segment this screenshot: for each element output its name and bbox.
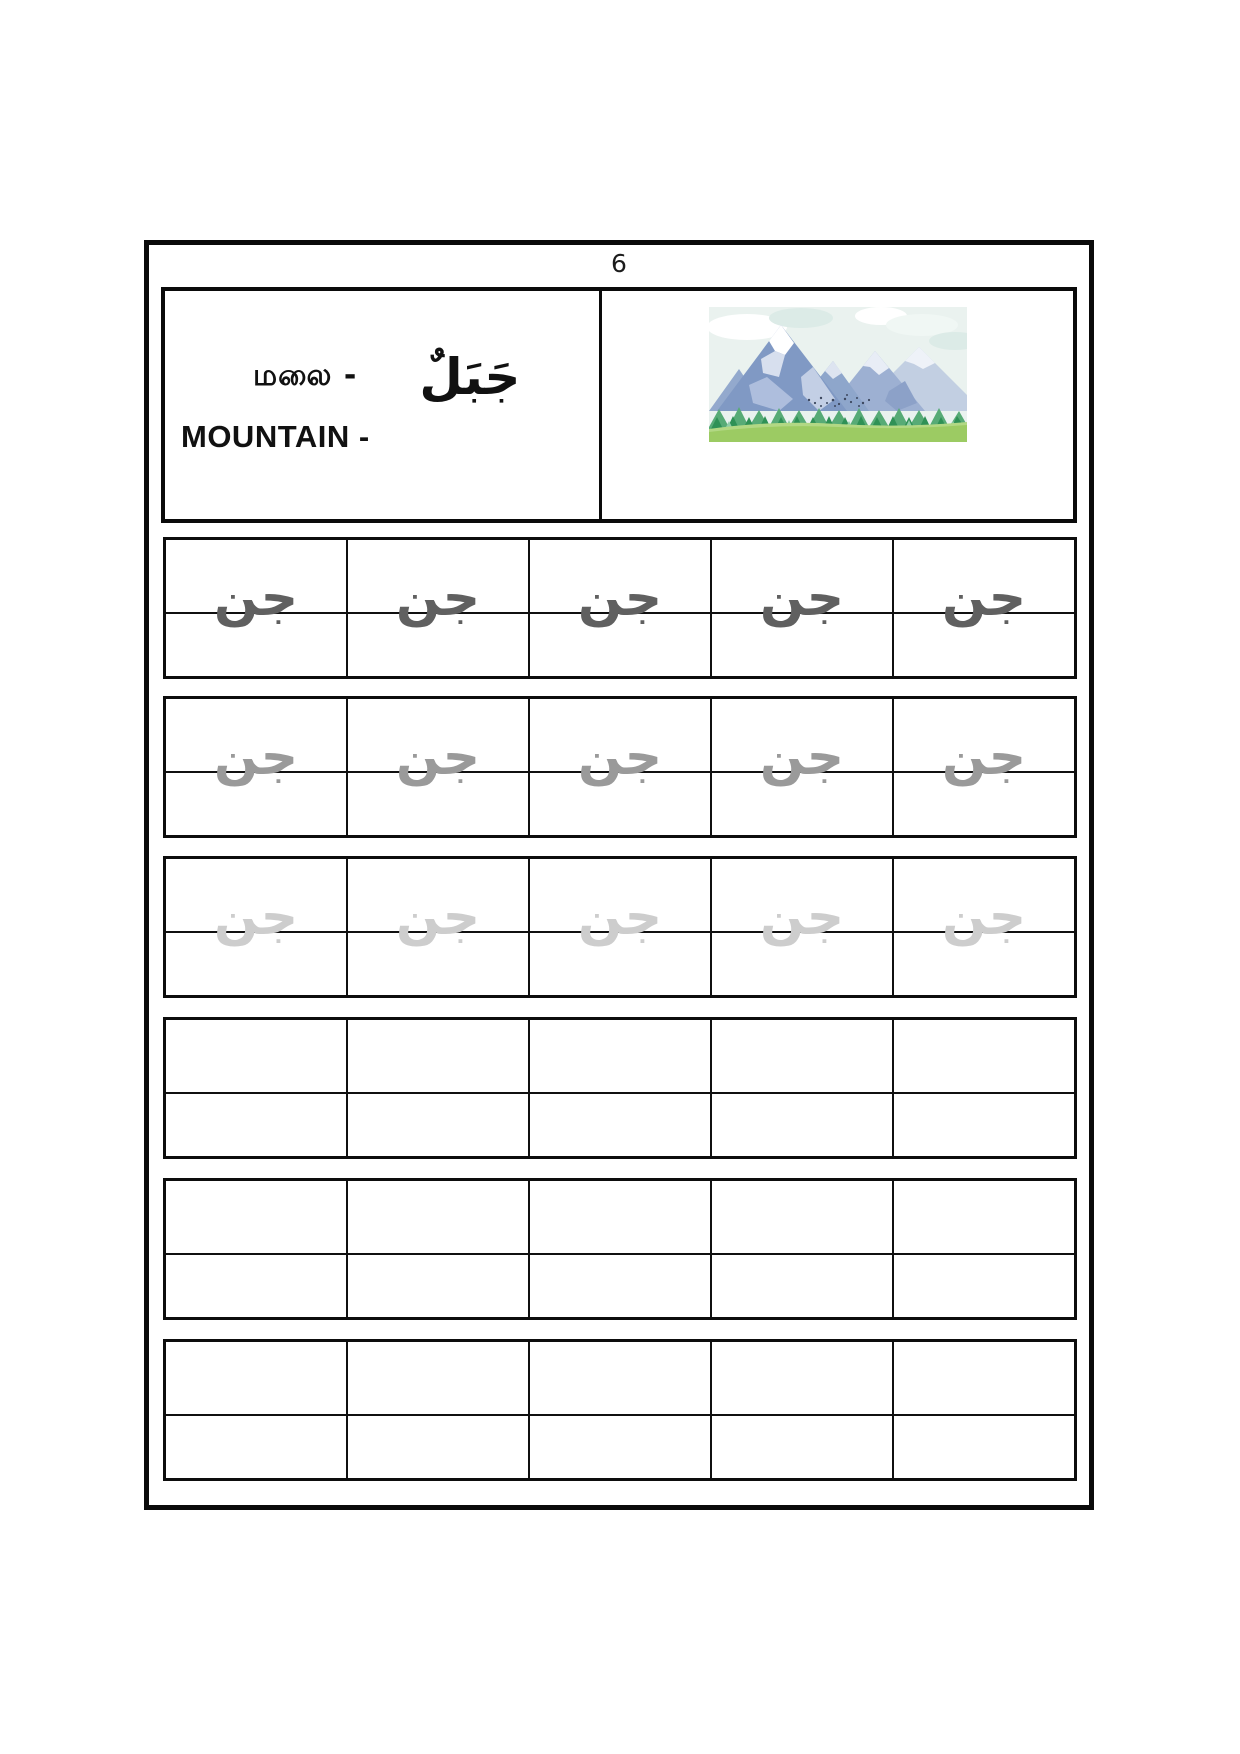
practice-trace-cell [530, 699, 712, 788]
arabic-trace-glyph: جن [213, 887, 299, 948]
practice-empty-cell [530, 1255, 712, 1317]
practice-empty-cell [712, 1342, 894, 1414]
write-row [166, 1094, 1074, 1156]
practice-trace-cell [166, 859, 348, 948]
practice-empty-cell [166, 1181, 348, 1253]
practice-empty-cell [530, 1020, 712, 1092]
practice-empty-cell [712, 773, 894, 835]
practice-empty-cell [530, 1342, 712, 1414]
practice-table-1 [163, 537, 1077, 679]
arabic-trace-glyph: جن [577, 887, 663, 948]
practice-empty-cell [348, 1255, 530, 1317]
write-row [166, 614, 1074, 676]
practice-empty-cell [894, 614, 1074, 676]
trace-row [166, 859, 1074, 948]
page-number: 6 [611, 249, 627, 278]
practice-empty-cell [348, 773, 530, 835]
trace-row [166, 1020, 1074, 1094]
practice-empty-cell [712, 1181, 894, 1253]
practice-trace-cell [348, 859, 530, 948]
practice-trace-cell [166, 540, 348, 629]
arabic-trace-glyph: جن [577, 727, 663, 788]
vocab-header-box [161, 287, 1077, 523]
practice-trace-cell [712, 699, 894, 788]
tamil-word: மலை - [253, 357, 358, 393]
practice-empty-cell [712, 1416, 894, 1478]
practice-empty-cell [166, 1255, 348, 1317]
practice-empty-cell [348, 1181, 530, 1253]
practice-empty-cell [894, 1416, 1074, 1478]
practice-empty-cell [348, 1094, 530, 1156]
practice-table-6 [163, 1339, 1077, 1481]
trace-row [166, 699, 1074, 788]
practice-empty-cell [894, 1181, 1074, 1253]
practice-trace-cell [712, 540, 894, 629]
practice-empty-cell [166, 1094, 348, 1156]
practice-empty-cell [166, 614, 348, 676]
arabic-trace-glyph: جن [759, 727, 845, 788]
arabic-trace-glyph: جن [395, 887, 481, 948]
english-word: MOUNTAIN - [181, 418, 370, 454]
practice-empty-cell [530, 1181, 712, 1253]
arabic-trace-glyph: جن [941, 568, 1027, 629]
practice-empty-cell [348, 1342, 530, 1414]
trace-row [166, 1342, 1074, 1416]
arabic-trace-glyph: جن [395, 568, 481, 629]
practice-empty-cell [166, 933, 348, 995]
arabic-trace-glyph: جن [941, 727, 1027, 788]
practice-empty-cell [166, 773, 348, 835]
write-row [166, 1255, 1074, 1317]
practice-table-4 [163, 1017, 1077, 1159]
arabic-trace-glyph: جن [213, 727, 299, 788]
practice-empty-cell [530, 773, 712, 835]
practice-trace-cell [530, 540, 712, 629]
practice-trace-cell [712, 859, 894, 948]
practice-empty-cell [894, 1255, 1074, 1317]
practice-table-5 [163, 1178, 1077, 1320]
practice-empty-cell [712, 933, 894, 995]
practice-trace-cell [530, 859, 712, 948]
practice-trace-cell [348, 540, 530, 629]
practice-empty-cell [712, 1255, 894, 1317]
arabic-trace-glyph: جن [759, 568, 845, 629]
practice-empty-cell [894, 773, 1074, 835]
write-row [166, 1416, 1074, 1478]
practice-trace-cell [894, 699, 1074, 788]
practice-empty-cell [166, 1416, 348, 1478]
practice-empty-cell [348, 614, 530, 676]
practice-empty-cell [166, 1342, 348, 1414]
practice-empty-cell [348, 933, 530, 995]
practice-empty-cell [530, 1416, 712, 1478]
practice-empty-cell [348, 1020, 530, 1092]
practice-empty-cell [712, 1094, 894, 1156]
practice-empty-cell [894, 1020, 1074, 1092]
practice-table-3 [163, 856, 1077, 998]
mountain-illustration [709, 307, 967, 442]
trace-row [166, 1181, 1074, 1255]
vocab-image-cell [602, 291, 1073, 519]
arabic-word: جَبَلٌ [419, 347, 521, 406]
practice-empty-cell [530, 614, 712, 676]
trace-row [166, 540, 1074, 629]
practice-empty-cell [894, 1094, 1074, 1156]
practice-empty-cell [894, 933, 1074, 995]
practice-trace-cell [348, 699, 530, 788]
arabic-trace-glyph: جن [759, 887, 845, 948]
practice-trace-cell [894, 540, 1074, 629]
arabic-trace-glyph: جن [941, 887, 1027, 948]
arabic-trace-glyph: جن [213, 568, 299, 629]
practice-table-2 [163, 696, 1077, 838]
practice-empty-cell [166, 1020, 348, 1092]
vocab-label-cell [165, 291, 602, 519]
practice-empty-cell [530, 1094, 712, 1156]
practice-empty-cell [712, 1020, 894, 1092]
word-row [253, 347, 599, 406]
grass [709, 422, 967, 442]
practice-trace-cell [894, 859, 1074, 948]
practice-trace-cell [166, 699, 348, 788]
practice-empty-cell [712, 614, 894, 676]
write-row [166, 773, 1074, 835]
arabic-trace-glyph: جن [577, 568, 663, 629]
practice-empty-cell [348, 1416, 530, 1478]
arabic-trace-glyph: جن [395, 727, 481, 788]
practice-empty-cell [530, 933, 712, 995]
practice-empty-cell [894, 1342, 1074, 1414]
write-row [166, 933, 1074, 995]
